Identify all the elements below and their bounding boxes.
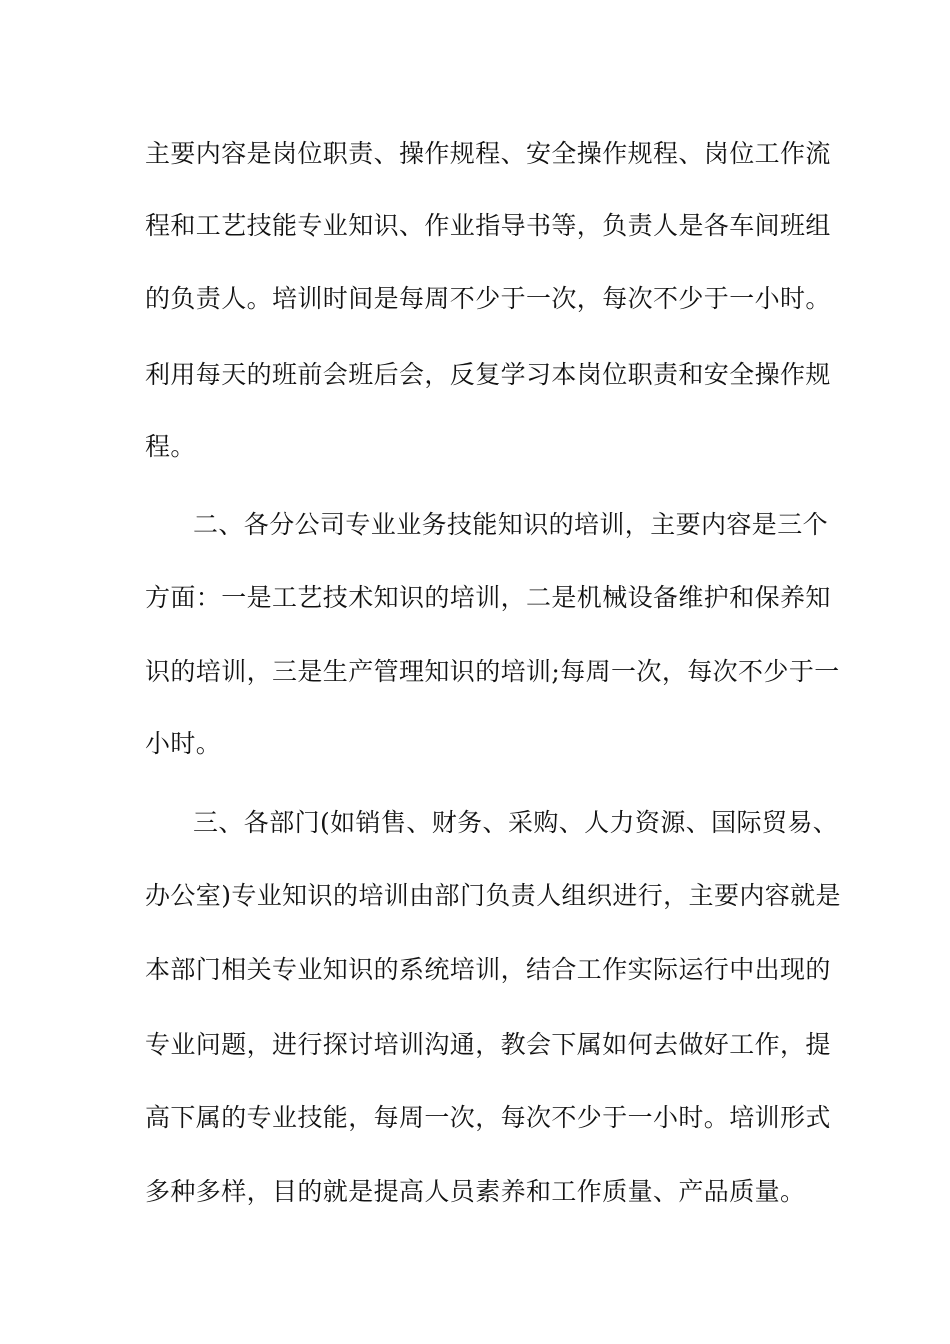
- paragraph-line: 程。: [145, 432, 196, 461]
- paragraph-line: 方面：一是工艺技术知识的培训，二是机械设备维护和保养知: [145, 583, 831, 612]
- paragraph-line: 三、各部门(如销售、财务、采购、人力资源、国际贸易、: [193, 808, 839, 837]
- paragraph-line: 的负责人。培训时间是每周不少于一次，每次不少于一小时。: [145, 284, 831, 313]
- paragraph-line: 专业问题，进行探讨培训沟通，教会下属如何去做好工作，提: [145, 1030, 831, 1059]
- paragraph-line: 二、各分公司专业业务技能知识的培训，主要内容是三个: [193, 510, 829, 539]
- paragraph-line: 识的培训，三是生产管理知识的培训;每周一次，每次不少于一: [145, 657, 840, 686]
- paragraph-line: 本部门相关专业知识的系统培训，结合工作实际运行中出现的: [145, 955, 831, 984]
- paragraph-line: 小时。: [145, 729, 222, 758]
- paragraph-line: 利用每天的班前会班后会，反复学习本岗位职责和安全操作规: [145, 360, 831, 389]
- paragraph-line: 程和工艺技能专业知识、作业指导书等，负责人是各车间班组: [145, 211, 831, 240]
- paragraph-line: 高下属的专业技能，每周一次，每次不少于一小时。培训形式: [145, 1103, 831, 1132]
- paragraph-line: 多种多样，目的就是提高人员素养和工作质量、产品质量。: [145, 1177, 806, 1206]
- paragraph-line: 办公室)专业知识的培训由部门负责人组织进行，主要内容就是: [145, 881, 841, 910]
- paragraph-line: 主要内容是岗位职责、操作规程、安全操作规程、岗位工作流: [145, 139, 831, 168]
